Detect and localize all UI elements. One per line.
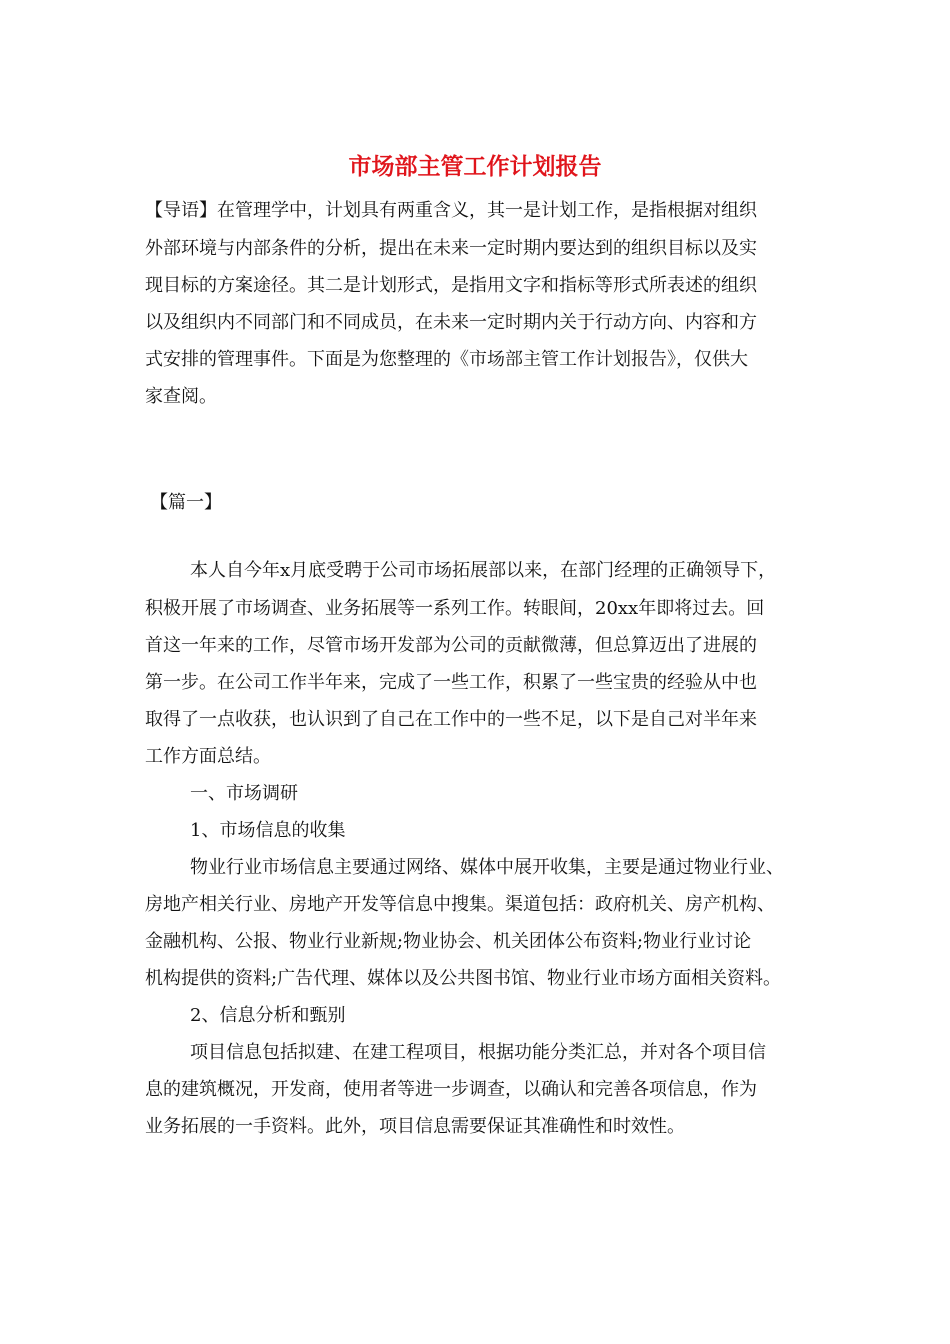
paragraph-line: 息的建筑概况，开发商，使用者等进一步调查，以确认和完善各项信息，作为 <box>145 1079 757 1100</box>
intro-line: 【导语】在管理学中，计划具有两重含义，其一是计划工作，是指根据对组织 <box>145 200 757 221</box>
intro-line: 外部环境与内部条件的分析，提出在未来一定时期内要达到的组织目标以及实 <box>145 238 757 259</box>
paragraph-line: 金融机构、公报、物业行业新规;物业协会、机关团体公布资料;物业行业讨论 <box>145 931 752 952</box>
paragraph-line: 机构提供的资料;广告代理、媒体以及公共图书馆、物业行业市场方面相关资料。 <box>145 968 782 989</box>
intro-line: 以及组织内不同部门和不同成员，在未来一定时期内关于行动方向、内容和方 <box>145 312 757 333</box>
paragraph-line: 第一步。在公司工作半年来，完成了一些工作，积累了一些宝贵的经验从中也 <box>145 672 757 693</box>
paragraph-line: 房地产相关行业、房地产开发等信息中搜集。渠道包括：政府机关、房产机构、 <box>145 894 775 915</box>
paragraph-line: 项目信息包括拟建、在建工程项目，根据功能分类汇总，并对各个项目信 <box>190 1042 766 1063</box>
document-title: 市场部主管工作计划报告 <box>348 153 602 180</box>
intro-line: 家查阅。 <box>145 386 217 407</box>
paragraph-line: 积极开展了市场调查、业务拓展等一系列工作。转眼间，20xx年即将过去。回 <box>145 598 765 619</box>
paragraph-line: 首这一年来的工作，尽管市场开发部为公司的贡献微薄，但总算迈出了进展的 <box>145 635 757 656</box>
paragraph-line: 取得了一点收获，也认识到了自己在工作中的一些不足，以下是自己对半年来 <box>145 709 757 730</box>
subsection-heading: 2、信息分析和甄别 <box>190 1005 346 1026</box>
intro-line: 式安排的管理事件。下面是为您整理的《市场部主管工作计划报告》，仅供大 <box>145 349 748 370</box>
paragraph-line: 工作方面总结。 <box>145 746 271 767</box>
paragraph-line: 业务拓展的一手资料。此外，项目信息需要保证其准确性和时效性。 <box>145 1116 685 1137</box>
subsection-heading: 1、市场信息的收集 <box>190 820 346 841</box>
subsection-heading: 一、市场调研 <box>190 783 298 804</box>
paragraph-line: 本人自今年x月底受聘于公司市场拓展部以来，在部门经理的正确领导下， <box>190 560 777 581</box>
intro-line: 现目标的方案途径。其二是计划形式，是指用文字和指标等形式所表述的组织 <box>145 275 757 296</box>
section-heading: 【篇一】 <box>150 492 222 513</box>
paragraph-line: 物业行业市场信息主要通过网络、媒体中展开收集，主要是通过物业行业、 <box>190 857 784 878</box>
